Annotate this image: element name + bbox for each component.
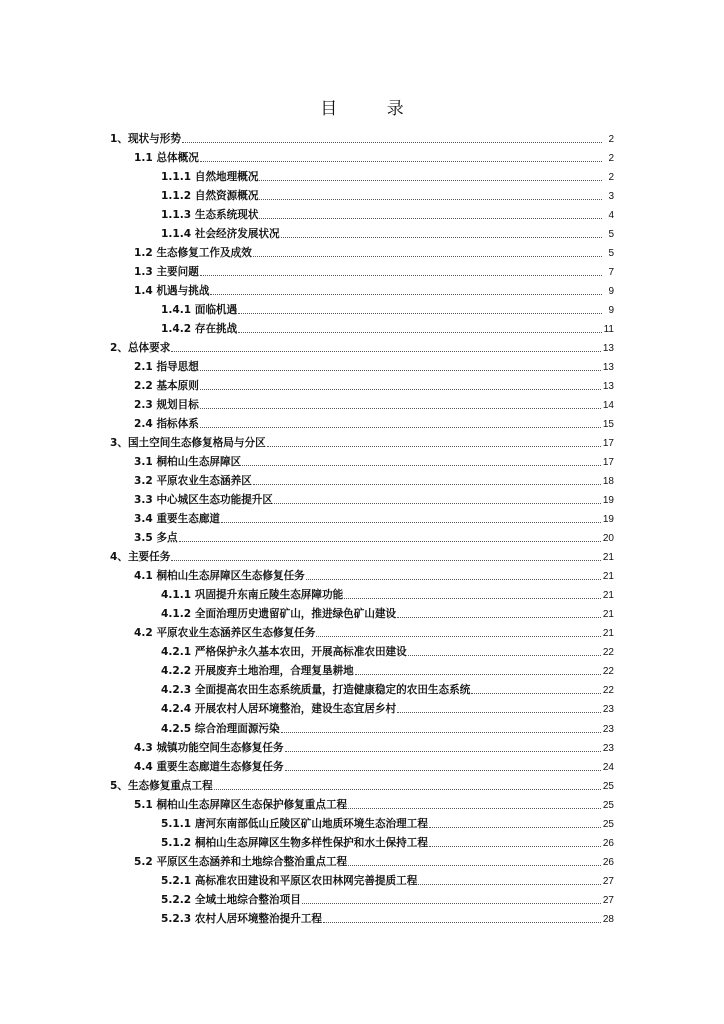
- dot-leader: [471, 693, 601, 694]
- dot-leader: [238, 313, 602, 314]
- dot-leader: [397, 617, 601, 618]
- toc-entry-label: 1.4.1 面临机遇: [161, 304, 238, 317]
- toc-entry-label: 4.2.4 开展农村人居环境整治，建设生态宜居乡村: [161, 703, 397, 716]
- toc-entry[interactable]: [110, 545, 614, 564]
- toc-entry[interactable]: [110, 640, 614, 659]
- toc-entry-label: 5.2.2 全域土地综合整治项目: [161, 893, 301, 906]
- toc-entry[interactable]: [110, 602, 614, 621]
- toc-entry-page-number: 26: [602, 837, 614, 849]
- toc-entry-label: 1.3 主要问题: [134, 266, 199, 279]
- toc-entry-label: 4.2.5 综合治理面源污染: [161, 722, 280, 735]
- toc-entry-page-number: 19: [602, 495, 614, 507]
- toc-entry[interactable]: [110, 774, 614, 793]
- toc-entry-page-number: 2: [608, 134, 614, 146]
- toc-entry-label: 1.1.3 生态系统现状: [161, 209, 259, 222]
- toc-entry-label: 4.2 平原农业生态涵养区生态修复任务: [134, 627, 316, 640]
- toc-entry-label: 5.2.3 农村人居环境整治提升工程: [161, 912, 322, 925]
- toc-title: 目 录: [320, 99, 426, 119]
- toc-entry-page-number: 4: [608, 210, 614, 222]
- dot-leader: [214, 789, 601, 790]
- toc-entry-label: 2、总体要求: [110, 342, 171, 355]
- toc-entry-label: 5.1.2 桐柏山生态屏障区生物多样性保护和水土保持工程: [161, 836, 428, 849]
- toc-entry-label: 1.4 机遇与挑战: [134, 285, 210, 298]
- dot-leader: [316, 636, 601, 637]
- dot-leader: [171, 560, 601, 561]
- dot-leader: [200, 427, 601, 428]
- toc-entry-label: 5.1.1 唐河东南部低山丘陵区矿山地质环境生态治理工程: [161, 817, 428, 830]
- toc-entry-label: 4、主要任务: [110, 551, 171, 564]
- toc-entry[interactable]: [110, 507, 614, 526]
- toc-entry-page-number: 20: [602, 533, 614, 545]
- dot-leader: [179, 541, 601, 542]
- toc-entry-page-number: 13: [602, 381, 614, 393]
- toc-entry-page-number: 2: [608, 153, 614, 165]
- toc-entry-page-number: 14: [602, 400, 614, 412]
- toc-entry-page-number: 27: [602, 875, 614, 887]
- toc-entry[interactable]: [110, 850, 614, 869]
- dot-leader: [429, 827, 601, 828]
- dot-leader: [302, 903, 601, 904]
- toc-entry-page-number: 25: [602, 818, 614, 830]
- toc-entry[interactable]: [110, 678, 614, 697]
- toc-entry[interactable]: [110, 869, 614, 888]
- toc-entry-label: 3.2 平原农业生态涵养区: [134, 475, 252, 488]
- toc-entry-page-number: 25: [602, 799, 614, 811]
- toc-entry-label: 1.4.2 存在挑战: [161, 323, 238, 336]
- toc-entry[interactable]: [110, 298, 614, 317]
- toc-entry[interactable]: [110, 697, 614, 716]
- toc-entry-page-number: 24: [602, 761, 614, 773]
- toc-entry-label: 4.4 重要生态廊道生态修复任务: [134, 760, 284, 773]
- dot-leader: [285, 770, 601, 771]
- toc-entry[interactable]: [110, 736, 614, 755]
- toc-entry-label: 2.1 指导思想: [134, 361, 199, 374]
- dot-leader: [348, 865, 601, 866]
- toc-entry-page-number: 15: [602, 419, 614, 431]
- toc-entry[interactable]: [110, 241, 614, 260]
- toc-entry-page-number: 9: [608, 305, 614, 317]
- toc-entry-page-number: 13: [602, 343, 614, 355]
- toc-entry-page-number: 23: [602, 742, 614, 754]
- toc-entry[interactable]: [110, 621, 614, 640]
- toc-entry[interactable]: [110, 355, 614, 374]
- toc-entry-page-number: 23: [602, 704, 614, 716]
- toc-entry-page-number: 26: [602, 856, 614, 868]
- toc-entry-label: 1.1 总体概况: [134, 152, 199, 165]
- dot-leader: [259, 180, 602, 181]
- toc-entry-label: 2.2 基本原则: [134, 380, 199, 393]
- dot-leader: [238, 332, 601, 333]
- dot-leader: [429, 846, 601, 847]
- toc-entry-page-number: 9: [608, 286, 614, 298]
- toc-entry-page-number: 27: [602, 894, 614, 906]
- toc-entry[interactable]: [110, 146, 614, 165]
- toc-entry-page-number: 25: [602, 780, 614, 792]
- dot-leader: [259, 218, 602, 219]
- toc-entry[interactable]: [110, 374, 614, 393]
- dot-leader: [323, 922, 601, 923]
- toc-entry-page-number: 11: [603, 324, 614, 336]
- dot-leader: [348, 808, 601, 809]
- dot-leader: [259, 199, 602, 200]
- toc-entry-label: 5.2.1 高标准农田建设和平原区农田林网完善提质工程: [161, 874, 418, 887]
- toc-entry-page-number: 22: [602, 666, 614, 678]
- toc-entry-label: 1.1.1 自然地理概况: [161, 171, 259, 184]
- dot-leader: [281, 732, 601, 733]
- toc-entry-label: 1、现状与形势: [110, 133, 181, 146]
- toc-entry-page-number: 18: [602, 476, 614, 488]
- dot-leader: [306, 579, 601, 580]
- toc-entry[interactable]: [110, 564, 614, 583]
- toc-entry[interactable]: [110, 431, 614, 450]
- toc-entry[interactable]: [110, 488, 614, 507]
- toc-entry-label: 1.1.2 自然资源概况: [161, 190, 259, 203]
- toc-entry-label: 4.2.3 全面提高农田生态系统质量，打造健康稳定的农田生态系统: [161, 684, 471, 697]
- toc-entry-page-number: 17: [602, 457, 614, 469]
- dot-leader: [242, 465, 601, 466]
- toc-entry-page-number: 19: [602, 514, 614, 526]
- dot-leader: [200, 408, 601, 409]
- toc-entry-label: 4.2.1 严格保护永久基本农田，开展高标准农田建设: [161, 646, 407, 659]
- toc-entry-page-number: 22: [602, 685, 614, 697]
- dot-leader: [171, 351, 601, 352]
- dot-leader: [200, 370, 601, 371]
- toc-entry-label: 4.1.2 全面治理历史遗留矿山，推进绿色矿山建设: [161, 608, 397, 621]
- dot-leader: [344, 598, 601, 599]
- toc-entry-label: 5、生态修复重点工程: [110, 779, 213, 792]
- toc-entry-label: 5.2 平原区生态涵养和土地综合整治重点工程: [134, 855, 348, 868]
- toc-entry-label: 2.3 规划目标: [134, 399, 199, 412]
- toc-entry-label: 3、国土空间生态修复格局与分区: [110, 437, 266, 450]
- toc-entry[interactable]: [110, 907, 614, 926]
- toc-entry[interactable]: [110, 716, 614, 735]
- toc-entry[interactable]: [110, 755, 614, 774]
- toc-entry[interactable]: [110, 526, 614, 545]
- dot-leader: [210, 294, 602, 295]
- toc-entry-page-number: 5: [608, 229, 614, 241]
- toc-entry[interactable]: [110, 450, 614, 469]
- toc-entry[interactable]: [110, 393, 614, 412]
- dot-leader: [182, 142, 602, 143]
- toc-entry-label: 4.1.1 巩固提升东南丘陵生态屏障功能: [161, 589, 344, 602]
- dot-leader: [418, 884, 601, 885]
- table-of-contents: [110, 127, 614, 926]
- toc-entry[interactable]: [110, 317, 614, 336]
- toc-entry-page-number: 22: [602, 647, 614, 659]
- toc-entry[interactable]: [110, 336, 614, 355]
- toc-entry-label: 1.1.4 社会经济发展状况: [161, 228, 280, 241]
- toc-entry[interactable]: [110, 412, 614, 431]
- toc-entry-label: 2.4 指标体系: [134, 418, 199, 431]
- toc-entry-page-number: 7: [608, 267, 614, 279]
- toc-entry-label: 3.3 中心城区生态功能提升区: [134, 494, 273, 507]
- toc-entry-label: 3.4 重要生态廊道: [134, 513, 221, 526]
- toc-entry-label: 3.5 多点: [134, 532, 178, 545]
- toc-entry-page-number: 2: [608, 172, 614, 184]
- toc-entry-page-number: 17: [602, 438, 614, 450]
- dot-leader: [200, 161, 602, 162]
- toc-entry[interactable]: [110, 583, 614, 602]
- toc-entry[interactable]: [110, 793, 614, 812]
- dot-leader: [200, 275, 602, 276]
- toc-entry-label: 5.1 桐柏山生态屏障区生态保护修复重点工程: [134, 798, 348, 811]
- toc-entry[interactable]: [110, 165, 614, 184]
- toc-entry-page-number: 21: [602, 590, 614, 602]
- dot-leader: [355, 674, 601, 675]
- toc-entry[interactable]: [110, 222, 614, 241]
- toc-entry[interactable]: [110, 888, 614, 907]
- toc-entry-label: 4.2.2 开展废弃土地治理，合理复垦耕地: [161, 665, 354, 678]
- toc-entry-label: 4.3 城镇功能空间生态修复任务: [134, 741, 284, 754]
- toc-entry[interactable]: [110, 279, 614, 298]
- dot-leader: [408, 655, 601, 656]
- toc-entry-page-number: 21: [602, 628, 614, 640]
- toc-entry-label: 1.2 生态修复工作及成效: [134, 247, 252, 260]
- dot-leader: [274, 503, 601, 504]
- toc-entry-label: 3.1 桐柏山生态屏障区: [134, 456, 242, 469]
- dot-leader: [253, 484, 601, 485]
- toc-entry[interactable]: [110, 812, 614, 831]
- dot-leader: [281, 237, 602, 238]
- dot-leader: [221, 522, 601, 523]
- toc-entry[interactable]: [110, 184, 614, 203]
- toc-entry-page-number: 13: [602, 362, 614, 374]
- dot-leader: [200, 389, 601, 390]
- dot-leader: [285, 751, 601, 752]
- toc-entry[interactable]: [110, 469, 614, 488]
- dot-leader: [253, 256, 602, 257]
- toc-entry[interactable]: [110, 260, 614, 279]
- toc-entry-label: 4.1 桐柏山生态屏障区生态修复任务: [134, 570, 305, 583]
- toc-entry[interactable]: [110, 659, 614, 678]
- toc-entry[interactable]: [110, 203, 614, 222]
- toc-entry-page-number: 21: [602, 552, 614, 564]
- dot-leader: [397, 712, 601, 713]
- toc-entry-page-number: 5: [608, 248, 614, 260]
- dot-leader: [267, 446, 601, 447]
- toc-entry-page-number: 21: [602, 609, 614, 621]
- toc-entry-page-number: 3: [608, 191, 614, 203]
- toc-entry-page-number: 23: [602, 723, 614, 735]
- toc-entry[interactable]: [110, 127, 614, 146]
- toc-entry-page-number: 21: [602, 571, 614, 583]
- toc-entry[interactable]: [110, 831, 614, 850]
- toc-entry-page-number: 28: [602, 913, 614, 925]
